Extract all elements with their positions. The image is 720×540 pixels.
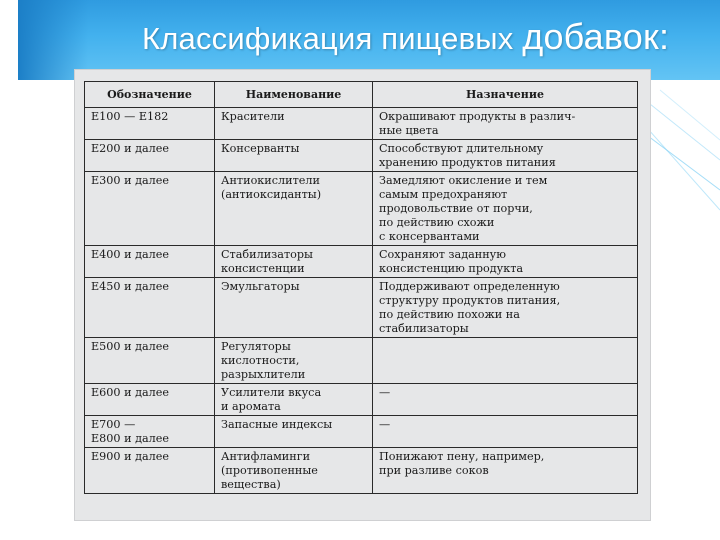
name-cell-line: Усилители вкуса	[221, 386, 322, 399]
name-cell	[215, 172, 373, 246]
table-row	[85, 278, 638, 338]
code-cell	[85, 448, 215, 494]
name-cell	[215, 108, 373, 140]
name-cell	[215, 140, 373, 172]
purpose-cell-line: хранению продуктов питания	[379, 156, 556, 169]
purpose-cell-line: Окрашивают продукты в различ-	[379, 110, 576, 123]
name-cell-line: Антифламинги	[221, 450, 311, 463]
table-header-row	[85, 82, 638, 108]
header-name: Наименование	[215, 82, 373, 108]
table-row	[85, 416, 638, 448]
name-cell-line: Запасные индексы	[221, 418, 333, 431]
purpose-cell-line: с консервантами	[379, 230, 480, 243]
purpose-cell-line: по действию схожи	[379, 216, 495, 229]
name-cell-line: Консерванты	[221, 142, 300, 155]
purpose-cell	[373, 416, 638, 448]
name-cell	[215, 416, 373, 448]
table-row	[85, 338, 638, 384]
name-cell	[215, 246, 373, 278]
slide-title	[142, 16, 669, 58]
code-cell	[85, 338, 215, 384]
purpose-cell-line: —	[379, 386, 391, 399]
code-cell	[85, 140, 215, 172]
code-cell-line: Е300 и далее	[91, 174, 169, 187]
purpose-cell-line: стабилизаторы	[379, 322, 469, 335]
table-scan	[75, 70, 650, 520]
purpose-cell-line: Способствуют длительному	[379, 142, 544, 155]
name-cell	[215, 338, 373, 384]
purpose-cell-line: Сохраняют заданную	[379, 248, 507, 261]
code-cell-line: Е500 и далее	[91, 340, 169, 353]
name-cell	[215, 384, 373, 416]
header-code: Обозначение	[85, 82, 215, 108]
code-cell-line: Е800 и далее	[91, 432, 169, 445]
table-row	[85, 172, 638, 246]
name-cell	[215, 278, 373, 338]
purpose-cell	[373, 172, 638, 246]
slide-header	[18, 0, 720, 80]
purpose-cell-line: при разливе соков	[379, 464, 489, 477]
table-row	[85, 140, 638, 172]
code-cell-line: Е600 и далее	[91, 386, 169, 399]
name-cell-line: вещества)	[221, 478, 281, 491]
code-cell-line: Е200 и далее	[91, 142, 169, 155]
table-row	[85, 384, 638, 416]
name-cell-line: (противопенные	[221, 464, 318, 477]
purpose-cell-line: консистенцию продукта	[379, 262, 524, 275]
slide-title-end: добавок:	[522, 16, 670, 57]
table-row	[85, 108, 638, 140]
purpose-cell-line: ные цвета	[379, 124, 439, 137]
code-cell	[85, 108, 215, 140]
code-cell-line: Е100 — Е182	[91, 110, 169, 123]
name-cell-line: Стабилизаторы	[221, 248, 313, 261]
purpose-cell-line: по действию похожи на	[379, 308, 520, 321]
purpose-cell-line: —	[379, 418, 391, 431]
code-cell-line: Е700 —	[91, 418, 136, 431]
code-cell-line: Е900 и далее	[91, 450, 169, 463]
purpose-cell	[373, 108, 638, 140]
purpose-cell	[373, 448, 638, 494]
header-shade	[18, 0, 88, 80]
purpose-cell	[373, 278, 638, 338]
code-cell-line: Е400 и далее	[91, 248, 169, 261]
purpose-cell-line: Понижают пену, например,	[379, 450, 545, 463]
name-cell-line: Красители	[221, 110, 285, 123]
additives-table	[84, 81, 638, 494]
name-cell-line: (антиоксиданты)	[221, 188, 322, 201]
code-cell	[85, 172, 215, 246]
table-row	[85, 246, 638, 278]
code-cell	[85, 384, 215, 416]
purpose-cell-line: Замедляют окисление и тем	[379, 174, 548, 187]
name-cell-line: кислотности,	[221, 354, 300, 367]
name-cell-line: Эмульгаторы	[221, 280, 300, 293]
name-cell-line: разрыхлители	[221, 368, 306, 381]
header-purpose: Назначение	[373, 82, 638, 108]
purpose-cell-line: самым предохраняют	[379, 188, 508, 201]
purpose-cell-line	[379, 340, 631, 354]
purpose-cell-line: структуру продуктов питания,	[379, 294, 561, 307]
name-cell-line: и аромата	[221, 400, 281, 413]
table-body	[85, 108, 638, 494]
code-cell-line: Е450 и далее	[91, 280, 169, 293]
purpose-cell	[373, 338, 638, 384]
name-cell-line: Антиокислители	[221, 174, 320, 187]
slide-title-main: Классификация пищевых	[142, 21, 523, 56]
purpose-cell	[373, 140, 638, 172]
purpose-cell-line: Поддерживают определенную	[379, 280, 560, 293]
code-cell	[85, 278, 215, 338]
purpose-cell	[373, 384, 638, 416]
name-cell-line: Регуляторы	[221, 340, 291, 353]
code-cell	[85, 416, 215, 448]
code-cell	[85, 246, 215, 278]
table-row	[85, 448, 638, 494]
name-cell	[215, 448, 373, 494]
purpose-cell-line: продовольствие от порчи,	[379, 202, 533, 215]
name-cell-line: консистенции	[221, 262, 305, 275]
purpose-cell	[373, 246, 638, 278]
